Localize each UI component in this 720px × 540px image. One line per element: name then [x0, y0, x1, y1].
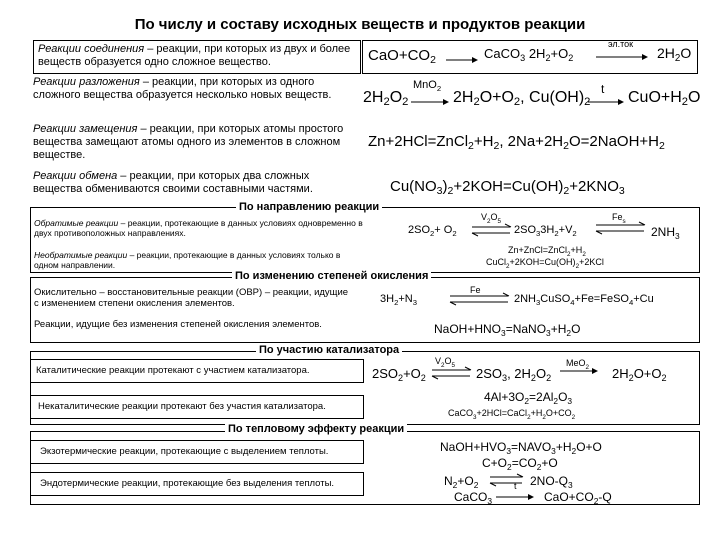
irreversible-eq2: $CuCl_2+2KOH=Cu(OH)_2+2KCl$: [486, 257, 604, 270]
redox-desc: Окислительно – восстановительные реакции (ОВР) – реакции, идущие с изменением степени окисления элементов.: [34, 287, 349, 309]
reversible-arrow-1: [472, 224, 512, 236]
exothermic-eq2: $C+O_2=CO_2+O$: [482, 456, 558, 472]
redox-eq1-left: $3H_2+N_3$: [380, 293, 417, 307]
compound-desc: Реакции соединения – реакции, при которых из двух и более веществ образуется одно сложное вещество.: [38, 43, 351, 68]
reversible-desc: Обратимые реакции – реакции, протекающие в данных условиях одновременно в двух противоположных направлениях.: [34, 218, 363, 238]
decomposition-eq1-left: $2H_2O_2$: [363, 89, 409, 108]
nonredox-eq: $NaOH+HNO_3=NaNO_3+H_2O$: [434, 322, 581, 338]
reversible-eq1-left: $2SO_2+ O_2$: [408, 224, 457, 238]
endothermic-arrow-1: [490, 474, 524, 486]
reversible-catalyst-2: $Fe_s$: [612, 212, 626, 225]
oxidation-section-header: По изменению степеней окисления: [232, 270, 431, 282]
page-title: По числу и составу исходных веществ и продуктов реакции: [134, 16, 586, 33]
catalytic-arrow-1: [432, 367, 472, 379]
redox-eq1-right: $2NH_3CuSO_4+Fe=FeSO_4+Cu$: [514, 293, 654, 307]
endothermic-eq1-right: $2NO-Q_3$: [530, 474, 573, 490]
catalytic-eq1-right: $2SO_3$, $2H_2O_2$: [476, 366, 552, 383]
endothermic-eq2-right: $CaO+CO_2-Q$: [544, 490, 612, 506]
noncatalytic-eq2: $CaCO_3+2HCl=CaCl_2+H_2O+CO_2$: [448, 408, 576, 421]
catalytic-desc: Каталитические реакции протекают с участием катализатора.: [36, 365, 310, 376]
thermal-section-header: По тепловому эффекту реакции: [225, 423, 407, 435]
noncatalytic-eq1: $4Al+3O_2=2Al_2O_3$: [484, 390, 573, 406]
exchange-eq: $Cu(NO_3)_2+2KOH=Cu(OH)_2+2KNO_3$: [390, 178, 625, 197]
endothermic-arrow-2: [496, 493, 536, 501]
catalytic-arrow-2: [560, 367, 600, 375]
substitution-desc: Реакции замещения – реакции, при которых атомы простого вещества замещают атомы одного из элементов в сложном веществе.: [33, 123, 344, 161]
decomposition-arrow-1: [411, 98, 451, 106]
decomposition-eq2-right: $CuO+H_2O$: [628, 89, 701, 108]
noncatalytic-desc: Некаталитические реакции протекают без участия катализатора.: [38, 401, 326, 412]
compound-arrow-2: [596, 53, 650, 61]
redox-catalyst: Fe: [470, 285, 481, 295]
compound-arrow-1: [446, 56, 480, 64]
endothermic-desc: Эндотермические реакции, протекающие без выделения теплоты.: [40, 478, 335, 489]
decomposition-heat: t: [601, 82, 605, 96]
catalytic-catalyst-1: $V_2O_5$: [435, 356, 456, 369]
catalyst-section-header: По участию катализатора: [256, 344, 402, 356]
reversible-eq2-right: $2NH_3$: [651, 225, 680, 241]
exothermic-desc: Экзотермические реакции, протекающие с выделением теплоты.: [40, 446, 329, 457]
compound-eq2-right: $2H_2O$: [657, 45, 692, 64]
catalytic-eq1-left: $2SO_2+O_2$: [372, 366, 426, 383]
reversible-eq1-right: $2SO_33H_2+V_2$: [514, 224, 577, 238]
decomposition-catalyst: MnO$_2$: [413, 79, 442, 93]
exothermic-eq1: $NaOH+HVO_3=NAVO_3+H_2O+O$: [440, 440, 602, 456]
compound-condition: эл.ток: [608, 39, 634, 49]
endothermic-heat: t: [514, 481, 517, 491]
irreversible-desc: Необратимые реакции – реакции, протекающие в данных условиях только в одном направлении.: [34, 250, 341, 270]
compound-eq1-right: CaCO$_3$ $2H_2+O_2$: [484, 46, 574, 63]
compound-eq1-left: $CaO+CO_2$: [368, 47, 436, 66]
reversible-catalyst-1: $V_2O_5$: [481, 212, 502, 225]
endothermic-eq2-left: CaCO$_3$: [454, 490, 493, 506]
decomposition-eq1-right: $2H_2O+O_2$, $Cu(OH)_2$: [453, 89, 591, 108]
catalytic-eq2-right: $2H_2O+O_2$: [612, 366, 667, 383]
direction-section-header: По направлению реакции: [236, 201, 382, 213]
redox-arrow: [450, 293, 510, 305]
exchange-desc: Реакции обмена – реакции, при которых два сложных вещества обмениваются своими составными частями.: [33, 170, 313, 195]
substitution-eq: $Zn+2HCl=ZnCl_2+H_2$, $2Na+2H_2O=2NaOH+H_2$: [368, 133, 665, 152]
decomposition-arrow-2: [588, 98, 626, 106]
decomposition-desc: Реакции разложения – реакции, при которых из одного сложного вещества образуется несколько новых веществ.: [33, 76, 332, 101]
catalytic-catalyst-2: MeO$_2$: [566, 358, 590, 371]
endothermic-eq1-left: $N_2+O_2$: [444, 474, 479, 490]
nonredox-desc: Реакции, идущие без изменения степеней окисления элементов.: [34, 319, 322, 330]
irreversible-eq1: $Zn+ZnCl=ZnCl_2+H_2$: [508, 245, 586, 258]
reversible-arrow-2: [596, 222, 646, 234]
